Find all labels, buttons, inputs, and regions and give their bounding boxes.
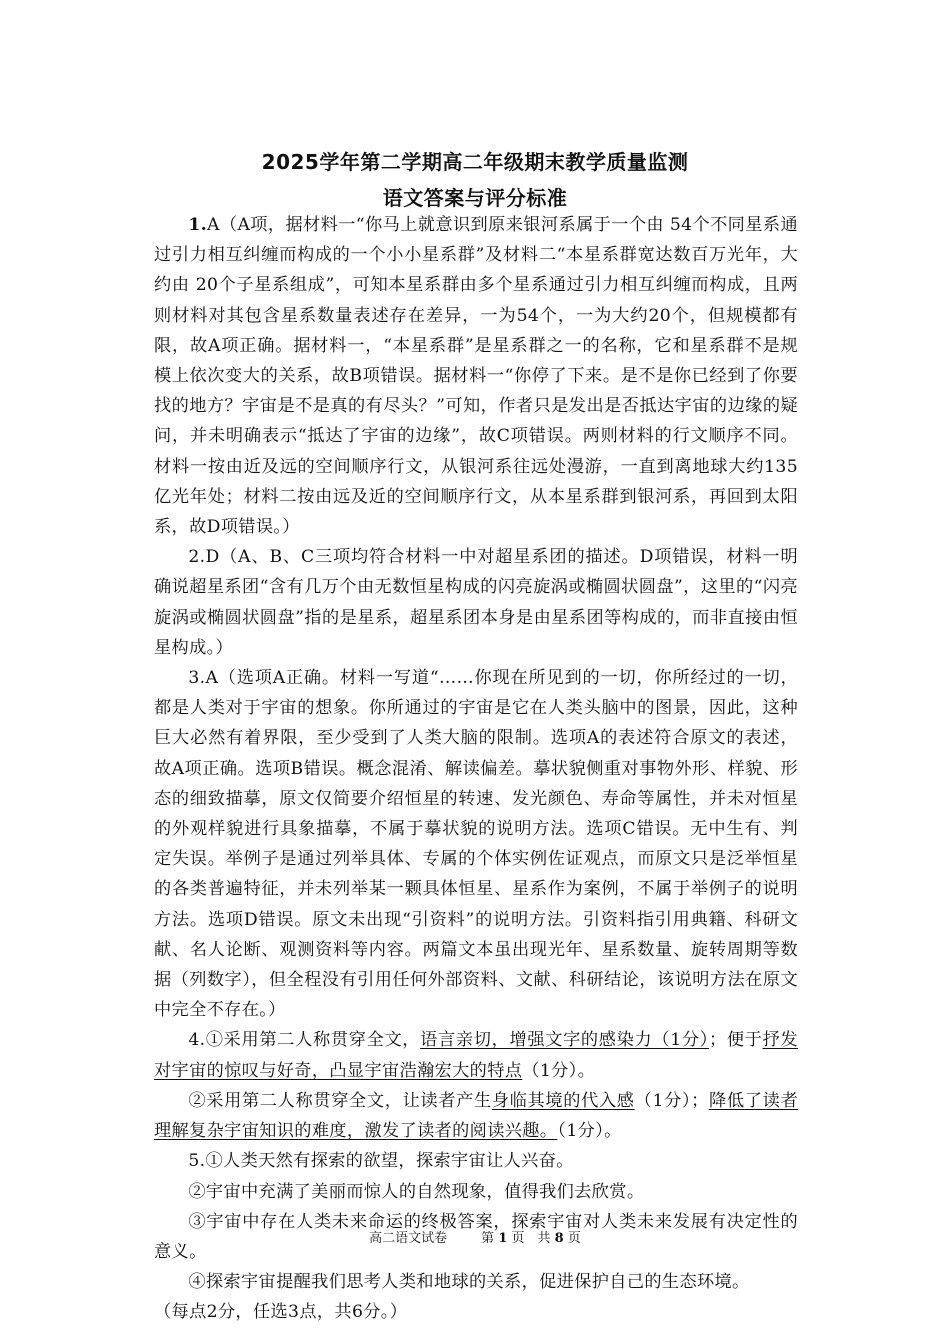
footer-page-number: 1	[498, 1231, 508, 1246]
answer-text: 4.①采用第二人称贯穿全文，	[188, 1030, 421, 1051]
footer-exam-name: 高二语文试卷	[369, 1231, 448, 1246]
question-number: 1.	[188, 215, 208, 235]
answer-q5-point3: ③宇宙中存在人类未来命运的终极答案，探索宇宙对人类未来发展有决定性的意义。	[154, 1211, 798, 1262]
scoring-note: （每点2分，任选3点，共6分。）	[154, 1302, 408, 1323]
answer-q3: 3.A（选项A正确。材料一写道“……你现在所见到的一切，你所经过的一切，都是人类对于宇宙的想象。你所通过的宇宙是它在人类头脑中的图景，因此，这种巨大必然有着界限，至少受到了人类大脑的限制。选项A的表述符合原文的表述，故A项正确。选项B错误。概念混淆、解读偏差。摹状貌侧重对事物外形、样貌、形态的细致描摹，原文仅简要介绍恒星的转速、发光颜色、寿命等属性，并未对恒星的外观样貌进行具象描摹，不属于摹状貌的说明方法。选项C错误。无中生有、判定失误。举例子是通过列举具体、专属的个体实例佐证观点，而原文只是泛举恒星的各类普遍特征，并未列举某一颗具体恒星、星系作为案例，不属于举例子的说明方法。选项D错误。原文未出现“引资料”的说明方法。引资料指引用典籍、科研文献、名人论断、观测资料等内容。两篇文本虽出现光年、星系数量、旋转周期等数据（列数字），但全程没有引用任何外部资料、文献、科研结论，该说明方法在原文中完全不存在。）	[154, 668, 798, 1021]
answer-text: ②采用第二人称贯穿全文，让读者产生	[188, 1090, 492, 1111]
footer-total-pages: 8	[554, 1231, 564, 1246]
underlined-key-point: 身临其境的代入感	[491, 1090, 635, 1111]
page-footer	[0, 1227, 950, 1246]
answer-q5-point4: ④探索宇宙提醒我们思考人类和地球的关系，促进保护自己的生态环境。	[188, 1272, 750, 1293]
page-title: 2025学年第二学期高二年级期末教学质量监测	[261, 150, 689, 174]
answer-text: （1分）；	[634, 1090, 709, 1111]
footer-page-prefix: 第	[481, 1231, 495, 1246]
footer-page-suffix: 页	[567, 1231, 581, 1246]
underlined-key-point: 抒发对宇宙的惊叹与好奇，凸显宇宙浩瀚宏大的特点	[154, 1030, 798, 1081]
answer-q4-point2	[154, 1086, 798, 1146]
page-subtitle: 语文答案与评分标准	[382, 186, 568, 210]
answer-body	[154, 210, 798, 1328]
answer-text: （1分）。	[557, 1121, 622, 1142]
answer-text: （1分）。	[522, 1060, 596, 1081]
answer-q2: 2.D（A、B、C三项均符合材料一中对超星系团的描述。D项错误，材料一明确说超星系团“含有几万个由无数恒星构成的闪亮旋涡或椭圆状圆盘”，这里的“闪亮旋涡或椭圆状圆盘”指的是星系，超星系团本身是由星系团等构成的，而非直接由恒星构成。）	[154, 547, 798, 658]
answer-q1	[154, 210, 798, 542]
answer-q4-point1	[154, 1025, 798, 1085]
answer-q5-point1: 5.①人类天然有探索的欲望，探索宇宙让人兴奋。	[188, 1151, 574, 1172]
underlined-key-point: 语言亲切，增强文字的感染力（1分）	[420, 1030, 709, 1051]
answer-text: A（A项，据材料一“你马上就意识到原来银河系属于一个由 54个不同星系通过引力相互纠缠而构成的一个小小星系群”及材料二“本星系群宽达数百万光年，大约由 20个子星系组成”，可知本星系群由多个星系通过引力相互纠缠而构成，且两则材料对其包含星系数量表述存在差异，一为54个，一为大约20个，但规模都有限，故A项正确。据材料一，“本星系群”是星系群之一的名称，它和星系群不是规模上依次变大的关系，故B项错误。据材料一“你停了下来。是不是你已经到了你要找的地方？宇宙是不是真的有尽头？”可知，作者只是发出是否抵达宇宙的边缘的疑问，并未明确表示“抵达了宇宙的边缘”，故C项错误。两则材料的行文顺序不同。材料一按由近及远的空间顺序行文，从银河系往远处漫游，一直到离地球大约135亿光年处；材料二按由远及近的空间顺序行文，从本星系群到银河系，再回到太阳系，故D项错误。）	[154, 215, 798, 538]
answer-text: ；便于	[708, 1030, 763, 1051]
underlined-key-point: 降低了读者理解复杂宇宙知识的难度，激发了读者的阅读兴趣。	[154, 1090, 798, 1142]
answer-q5-point2: ②宇宙中充满了美丽而惊人的自然现象，值得我们去欣赏。	[188, 1181, 645, 1202]
footer-page-mid: 页 共	[511, 1231, 551, 1246]
